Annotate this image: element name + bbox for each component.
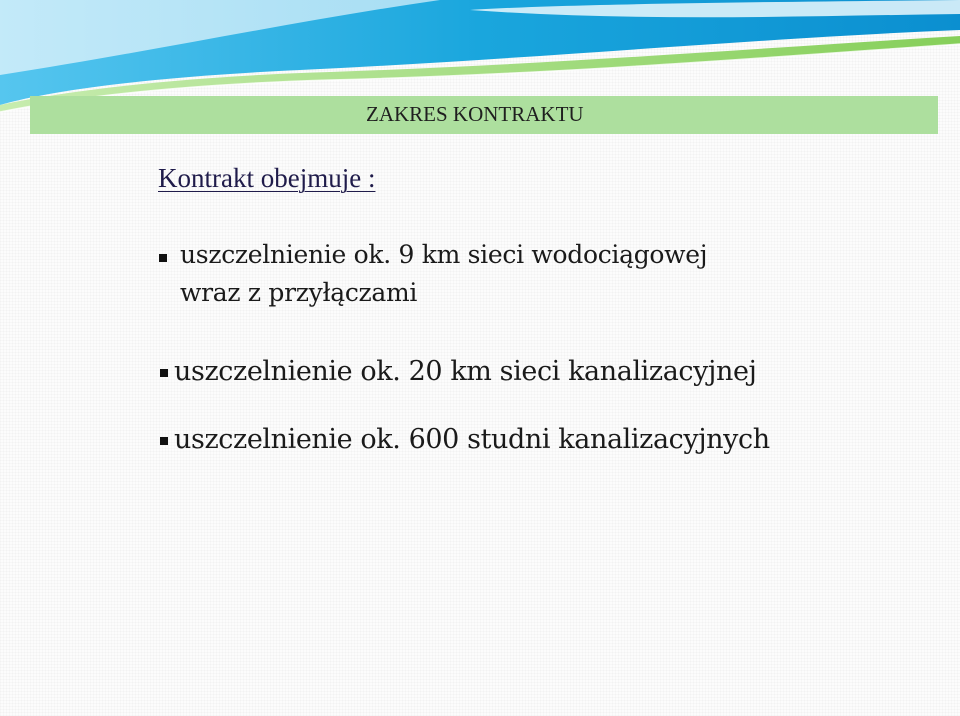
bullet-item-water-network: uszczelnienie ok. 9 km sieci wodociągowej (180, 240, 708, 269)
square-bullet-icon (159, 254, 167, 262)
slide-title: ZAKRES KONTRAKTU (366, 102, 584, 126)
bullet-item-sewer-wells: uszczelnienie ok. 600 studni kanalizacyjnych (174, 424, 770, 455)
bullet-item-water-network-continuation: wraz z przyłączami (180, 278, 418, 307)
square-bullet-icon (160, 437, 168, 445)
section-subtitle: Kontrakt obejmuje : (158, 163, 376, 193)
square-bullet-icon (160, 369, 168, 377)
bullet-item-sewer-network: uszczelnienie ok. 20 km sieci kanalizacyjnej (174, 356, 757, 387)
